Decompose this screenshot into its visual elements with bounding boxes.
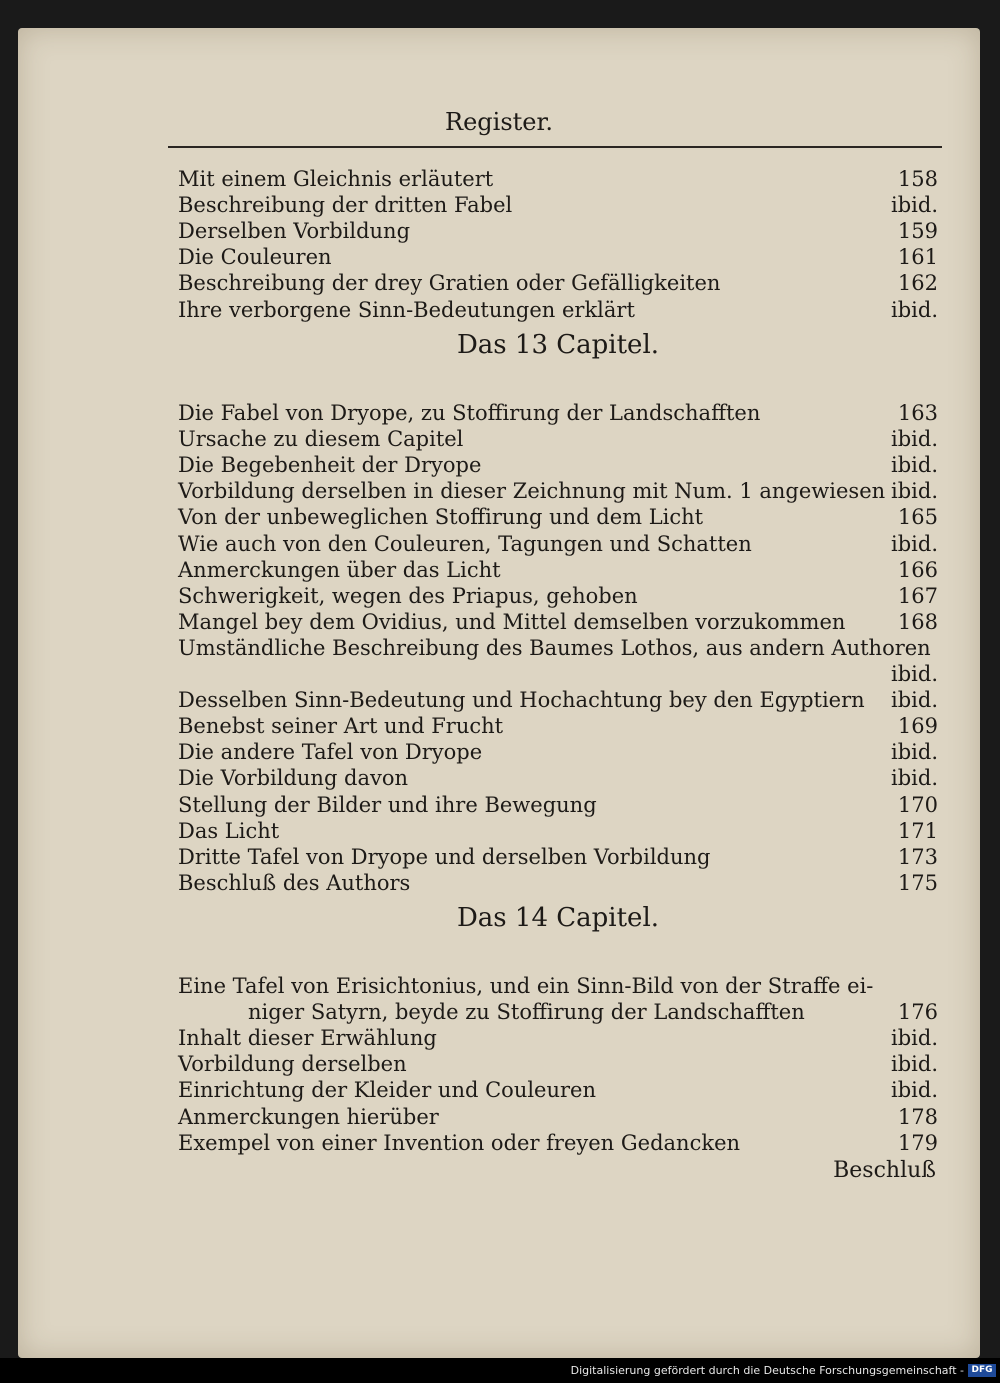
entry-page-number: 179 bbox=[897, 1131, 938, 1155]
register-entry bbox=[178, 192, 938, 218]
register-entry bbox=[178, 818, 938, 844]
entry-title: Die andere Tafel von Dryope bbox=[178, 740, 483, 764]
register-entry bbox=[178, 973, 938, 999]
dfg-logo-icon: DFG bbox=[968, 1364, 996, 1377]
entry-page-number: ibid. bbox=[891, 1078, 938, 1102]
register-entry bbox=[178, 1077, 938, 1103]
entry-page-number: ibid. bbox=[891, 766, 938, 790]
entry-title: Benebst seiner Art und Frucht bbox=[178, 714, 504, 738]
entry-title: Einrichtung der Kleider und Couleuren bbox=[178, 1078, 597, 1102]
register-entry bbox=[178, 713, 938, 739]
register-entry bbox=[178, 557, 938, 583]
entry-page-number: ibid. bbox=[891, 298, 938, 322]
entry-page-number: 161 bbox=[897, 245, 938, 269]
entry-title: Die Couleuren bbox=[178, 245, 332, 269]
header-rule bbox=[168, 146, 942, 148]
entry-page-number: 165 bbox=[897, 505, 938, 529]
entry-title: Anmerckungen hierüber bbox=[178, 1105, 439, 1129]
register-entry bbox=[178, 166, 938, 192]
register-entry bbox=[178, 792, 938, 818]
running-head: Register. bbox=[445, 108, 553, 136]
entry-page-number: ibid. bbox=[891, 688, 938, 712]
entry-title: Wie auch von den Couleuren, Tagungen und Schatten bbox=[178, 532, 752, 556]
register-entry bbox=[178, 583, 938, 609]
entry-page-number: 166 bbox=[897, 558, 938, 582]
entry-title: Desselben Sinn-Bedeutung und Hochachtung bey den Egyptiern bbox=[178, 688, 865, 712]
register-entry bbox=[178, 1025, 938, 1051]
entry-title: Das Licht bbox=[178, 819, 280, 843]
entry-page-number: 170 bbox=[897, 793, 938, 817]
entry-title: Eine Tafel von Erisichtonius, und ein Sinn-Bild von der Straffe ei- bbox=[178, 974, 874, 998]
entry-title: Derselben Vorbildung bbox=[178, 219, 411, 243]
entry-page-number: 175 bbox=[897, 871, 938, 895]
register-entry bbox=[178, 844, 938, 870]
entry-title: Stellung der Bilder und ihre Bewegung bbox=[178, 793, 597, 817]
entry-page-number: 178 bbox=[897, 1105, 938, 1129]
register-entry bbox=[178, 1051, 938, 1077]
chapter-heading: Das 13 Capitel. bbox=[456, 330, 660, 360]
entry-title: Exempel von einer Invention oder freyen Gedancken bbox=[178, 1131, 741, 1155]
entry-page-number: 159 bbox=[897, 219, 938, 243]
register-entry bbox=[178, 297, 938, 323]
register-entry bbox=[178, 452, 938, 478]
register-entry bbox=[178, 270, 938, 296]
book-page bbox=[18, 28, 980, 1358]
entry-title: niger Satyrn, beyde zu Stoffirung der Landschafften bbox=[248, 1000, 805, 1024]
entry-title: Vorbildung derselben bbox=[178, 1052, 407, 1076]
entry-page-number: 168 bbox=[897, 610, 938, 634]
entry-title: Inhalt dieser Erwählung bbox=[178, 1026, 437, 1050]
entry-page-number: ibid. bbox=[891, 532, 938, 556]
entry-title: Umständliche Beschreibung des Baumes Lothos, aus andern Authoren bbox=[178, 636, 931, 660]
entry-title: Schwerigkeit, wegen des Priapus, gehoben bbox=[178, 584, 638, 608]
register-entry bbox=[178, 244, 938, 270]
entry-page-number: 169 bbox=[897, 714, 938, 738]
entry-page-number: 163 bbox=[897, 401, 938, 425]
chapter-heading: Das 14 Capitel. bbox=[456, 903, 660, 933]
register-entry bbox=[178, 870, 938, 896]
entry-title: Von der unbeweglichen Stoffirung und dem Licht bbox=[178, 505, 704, 529]
entry-page-number: 158 bbox=[897, 167, 938, 191]
entry-page-number: ibid. bbox=[891, 1026, 938, 1050]
entry-page-number: ibid. bbox=[891, 453, 938, 477]
entry-title: Vorbildung derselben in dieser Zeichnung mit Num. 1 angewiesen bbox=[178, 479, 886, 503]
entry-title: Ursache zu diesem Capitel bbox=[178, 427, 464, 451]
entry-title: Die Fabel von Dryope, zu Stoffirung der Landschafften bbox=[178, 401, 761, 425]
entry-title: Beschluß des Authors bbox=[178, 871, 411, 895]
register-entry bbox=[178, 687, 938, 713]
entry-title: Ihre verborgene Sinn-Bedeutungen erklärt bbox=[178, 298, 635, 322]
entry-page-number: ibid. bbox=[891, 479, 938, 503]
entry-page-number: 162 bbox=[897, 271, 938, 295]
entry-title: Beschreibung der dritten Fabel bbox=[178, 193, 513, 217]
entry-title: Beschreibung der drey Gratien oder Gefälligkeiten bbox=[178, 271, 721, 295]
register-entry bbox=[178, 999, 938, 1025]
register-entry bbox=[178, 661, 938, 687]
register-entry bbox=[178, 635, 938, 661]
register-entry bbox=[178, 400, 938, 426]
entry-title: Die Begebenheit der Dryope bbox=[178, 453, 482, 477]
entry-page-number: 171 bbox=[897, 819, 938, 843]
entry-title: Die Vorbildung davon bbox=[178, 766, 409, 790]
catchword: Beschluß bbox=[833, 1158, 936, 1183]
entry-page-number: 173 bbox=[897, 845, 938, 869]
register-entry bbox=[178, 218, 938, 244]
entry-page-number: 167 bbox=[897, 584, 938, 608]
entry-title: Mangel bey dem Ovidius, und Mittel demselben vorzukommen bbox=[178, 610, 846, 634]
footer-credit: Digitalisierung gefördert durch die Deutsche Forschungsgemeinschaft - bbox=[570, 1364, 964, 1377]
register-entry bbox=[178, 1104, 938, 1130]
footer-bar bbox=[0, 1358, 1000, 1383]
register-entry bbox=[178, 765, 938, 791]
register-entry bbox=[178, 1130, 938, 1156]
entry-title: Anmerckungen über das Licht bbox=[178, 558, 501, 582]
entry-page-number: ibid. bbox=[891, 1052, 938, 1076]
entry-page-number: ibid. bbox=[891, 662, 938, 686]
entry-page-number: ibid. bbox=[891, 427, 938, 451]
register-entry bbox=[178, 478, 938, 504]
register-entry bbox=[178, 609, 938, 635]
register-entry bbox=[178, 739, 938, 765]
entry-title: Dritte Tafel von Dryope und derselben Vorbildung bbox=[178, 845, 711, 869]
register-entry bbox=[178, 504, 938, 530]
entry-page-number: 176 bbox=[897, 1000, 938, 1024]
entry-title: Mit einem Gleichnis erläutert bbox=[178, 167, 494, 191]
entry-page-number: ibid. bbox=[891, 740, 938, 764]
register-entry bbox=[178, 531, 938, 557]
register-entry bbox=[178, 426, 938, 452]
entry-page-number: ibid. bbox=[891, 193, 938, 217]
